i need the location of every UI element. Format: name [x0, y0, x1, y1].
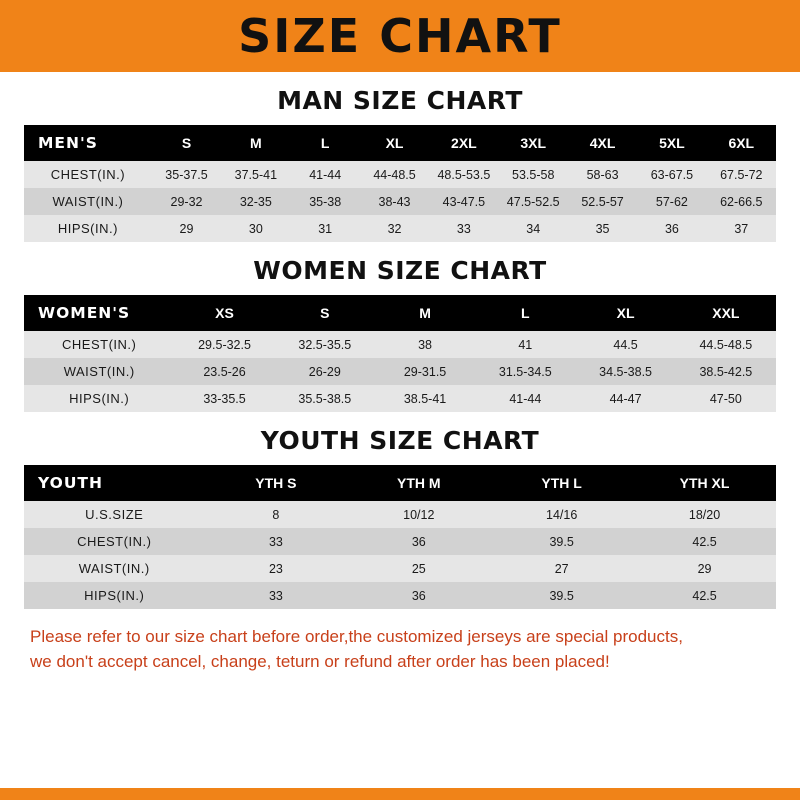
youth-table-body: [24, 501, 776, 609]
page-title: SIZE CHART: [238, 9, 562, 63]
cell: 42.5: [633, 528, 776, 555]
column-header: 6XL: [707, 125, 776, 161]
cell: 14/16: [490, 501, 633, 528]
cell: 58-63: [568, 161, 637, 188]
cell: 47.5-52.5: [499, 188, 568, 215]
section-title-women: WOMEN SIZE CHART: [253, 256, 547, 285]
footnote-line-1: Please refer to our size chart before order,the customized jerseys are special products,: [30, 627, 683, 646]
cell: 41-44: [291, 161, 360, 188]
table-row: [24, 528, 776, 555]
women-header-label: WOMEN'S: [24, 295, 174, 331]
cell: 33-35.5: [174, 385, 274, 412]
table-row: [24, 331, 776, 358]
cell: 41: [475, 331, 575, 358]
men-header-label: MEN'S: [24, 125, 152, 161]
row-label: WAIST(IN.): [24, 555, 204, 582]
cell: 10/12: [347, 501, 490, 528]
column-header: YTH S: [204, 465, 347, 501]
column-header: M: [221, 125, 290, 161]
column-header: L: [475, 295, 575, 331]
table-row: [24, 582, 776, 609]
column-header: XL: [575, 295, 675, 331]
section-men: [24, 86, 776, 242]
section-title-youth: YOUTH SIZE CHART: [260, 426, 540, 455]
women-table-body: [24, 331, 776, 412]
table-row: [24, 188, 776, 215]
cell: 37.5-41: [221, 161, 290, 188]
cell: 36: [347, 528, 490, 555]
cell: 26-29: [275, 358, 375, 385]
footnote-line-2: we don't accept cancel, change, teturn or refund after order has been placed!: [30, 651, 610, 671]
men-table-body: [24, 161, 776, 242]
cell: 30: [221, 215, 290, 242]
cell: 38: [375, 331, 475, 358]
cell: 31: [291, 215, 360, 242]
cell: 44.5-48.5: [676, 331, 776, 358]
bottom-accent-strip: [0, 788, 800, 800]
youth-size-table: [24, 465, 776, 609]
cell: 29-32: [152, 188, 221, 215]
row-label: WAIST(IN.): [24, 358, 174, 385]
cell: 35: [568, 215, 637, 242]
cell: 33: [429, 215, 498, 242]
cell: 33: [204, 582, 347, 609]
cell: 36: [347, 582, 490, 609]
row-label: HIPS(IN.): [24, 385, 174, 412]
men-table-head: [24, 125, 776, 161]
cell: 32-35: [221, 188, 290, 215]
cell: 63-67.5: [637, 161, 706, 188]
cell: 23.5-26: [174, 358, 274, 385]
column-header: XXL: [676, 295, 776, 331]
column-header: YTH M: [347, 465, 490, 501]
section-youth: [24, 426, 776, 609]
cell: 67.5-72: [707, 161, 776, 188]
cell: 37: [707, 215, 776, 242]
men-size-table: [24, 125, 776, 242]
cell: 32: [360, 215, 429, 242]
cell: 34: [499, 215, 568, 242]
cell: 25: [347, 555, 490, 582]
cell: 34.5-38.5: [575, 358, 675, 385]
column-header: XL: [360, 125, 429, 161]
cell: 52.5-57: [568, 188, 637, 215]
cell: 35-37.5: [152, 161, 221, 188]
table-row: [24, 215, 776, 242]
cell: 23: [204, 555, 347, 582]
cell: 53.5-58: [499, 161, 568, 188]
column-header: 2XL: [429, 125, 498, 161]
row-label: CHEST(IN.): [24, 161, 152, 188]
row-label: HIPS(IN.): [24, 215, 152, 242]
body-area: [0, 72, 800, 788]
cell: 31.5-34.5: [475, 358, 575, 385]
footnote: [24, 625, 776, 680]
cell: 42.5: [633, 582, 776, 609]
row-label: CHEST(IN.): [24, 331, 174, 358]
cell: 57-62: [637, 188, 706, 215]
women-table-head: [24, 295, 776, 331]
column-header: 4XL: [568, 125, 637, 161]
cell: 29-31.5: [375, 358, 475, 385]
cell: 47-50: [676, 385, 776, 412]
column-header: S: [275, 295, 375, 331]
table-header-row: [24, 125, 776, 161]
cell: 43-47.5: [429, 188, 498, 215]
cell: 62-66.5: [707, 188, 776, 215]
youth-table-head: [24, 465, 776, 501]
column-header: M: [375, 295, 475, 331]
table-row: [24, 501, 776, 528]
cell: 33: [204, 528, 347, 555]
cell: 38.5-41: [375, 385, 475, 412]
cell: 44-47: [575, 385, 675, 412]
table-row: [24, 161, 776, 188]
table-header-row: [24, 465, 776, 501]
cell: 44-48.5: [360, 161, 429, 188]
row-label: U.S.SIZE: [24, 501, 204, 528]
column-header: YTH L: [490, 465, 633, 501]
table-row: [24, 358, 776, 385]
column-header: S: [152, 125, 221, 161]
cell: 18/20: [633, 501, 776, 528]
row-label: CHEST(IN.): [24, 528, 204, 555]
column-header: 5XL: [637, 125, 706, 161]
cell: 29: [633, 555, 776, 582]
header-bar: [0, 0, 800, 72]
youth-header-label: YOUTH: [24, 465, 204, 501]
women-size-table: [24, 295, 776, 412]
column-header: YTH XL: [633, 465, 776, 501]
cell: 48.5-53.5: [429, 161, 498, 188]
table-header-row: [24, 295, 776, 331]
section-women: [24, 256, 776, 412]
cell: 36: [637, 215, 706, 242]
cell: 32.5-35.5: [275, 331, 375, 358]
section-title-men: MAN SIZE CHART: [277, 86, 523, 115]
cell: 35-38: [291, 188, 360, 215]
cell: 38-43: [360, 188, 429, 215]
column-header: XS: [174, 295, 274, 331]
row-label: WAIST(IN.): [24, 188, 152, 215]
table-row: [24, 385, 776, 412]
column-header: 3XL: [499, 125, 568, 161]
cell: 39.5: [490, 528, 633, 555]
cell: 39.5: [490, 582, 633, 609]
cell: 8: [204, 501, 347, 528]
cell: 27: [490, 555, 633, 582]
cell: 41-44: [475, 385, 575, 412]
cell: 35.5-38.5: [275, 385, 375, 412]
cell: 29: [152, 215, 221, 242]
row-label: HIPS(IN.): [24, 582, 204, 609]
cell: 38.5-42.5: [676, 358, 776, 385]
column-header: L: [291, 125, 360, 161]
table-row: [24, 555, 776, 582]
cell: 29.5-32.5: [174, 331, 274, 358]
cell: 44.5: [575, 331, 675, 358]
